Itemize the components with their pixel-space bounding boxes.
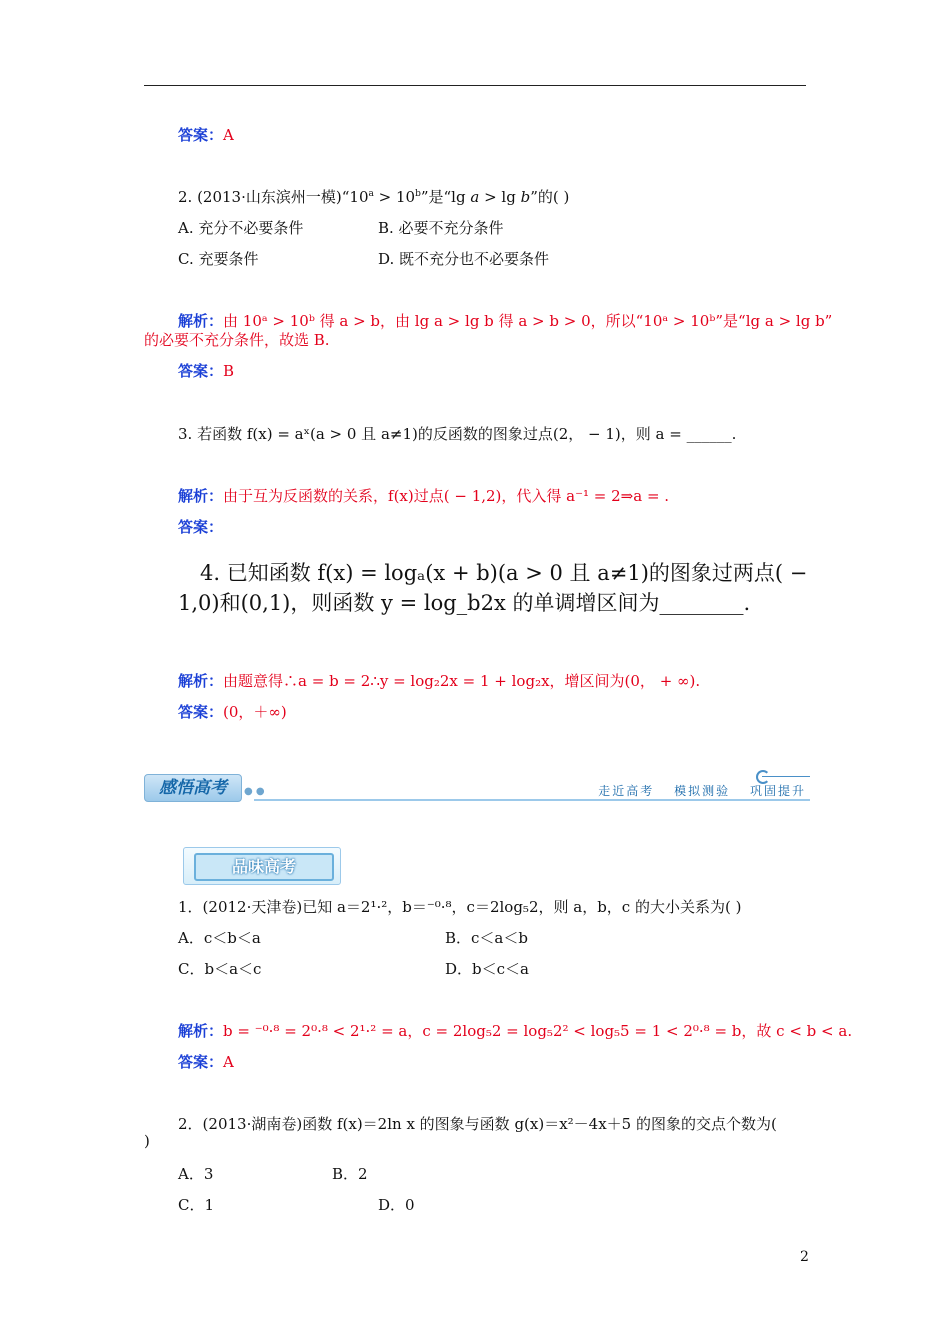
- g2-option-d: D．0: [378, 1196, 415, 1214]
- answer-1: [178, 124, 234, 145]
- section-banner-title: 感悟高考: [144, 774, 242, 802]
- q4-solution: [178, 670, 700, 691]
- q2-stem: 2. (2013·山东滨州一模)“$10^a > 10^b$”是“lg a > lg b”的( ): [178, 188, 570, 206]
- q2-stem-post1: ”是“lg: [420, 188, 471, 206]
- q2-exp-a: a: [368, 189, 374, 199]
- g1-solution: [178, 1020, 852, 1041]
- g1-solution-label: 解析：: [178, 1022, 224, 1040]
- q3-answer-label: 答案：: [178, 518, 224, 536]
- q4-solution-label: 解析：: [178, 672, 224, 690]
- q3-stem: 3. 若函数 f(x) = aˣ(a > 0 且 a≠1)的反函数的图象过点(2， − 1)，则 a = ______.: [178, 425, 737, 443]
- q4-solution-text: 由题意得∴a = b = 2∴y = log₂2x = 1 + log₂x，增区间为(0， + ∞).: [223, 672, 701, 690]
- g1-answer: [178, 1051, 234, 1072]
- g1-answer-label: 答案：: [178, 1053, 224, 1071]
- banner-dots-icon: ● ●: [244, 786, 265, 797]
- g1-option-c: C．b＜a＜c: [178, 960, 262, 978]
- q2-stem-post3: ”的( ): [530, 188, 570, 206]
- header-rule: [144, 85, 806, 86]
- q2-solution-text1: 由 10ᵃ > 10ᵇ 得 a > b，由 lg a > lg b 得 a > b > 0，所以“10ᵃ > 10ᵇ”是“lg a > lg b”: [223, 312, 833, 330]
- q4-stem-line1: 4. 已知函数 f(x) = logₐ(x + b)(a > 0 且 a≠1)的图象过两点( −: [200, 561, 808, 585]
- banner-sideline: [762, 776, 810, 777]
- q2-answer-value: B: [223, 362, 235, 380]
- answer-label: 答案：: [178, 126, 224, 144]
- tab-consolidate[interactable]: 巩固提升: [749, 784, 806, 798]
- q2-stem-pre: 2. (2013·山东滨州一模)“10: [178, 188, 369, 206]
- banner-tabs: [584, 782, 806, 799]
- q3-answer: [178, 516, 223, 537]
- sub-banner-title: 品味高考: [194, 853, 334, 881]
- answer-value: A: [223, 126, 234, 144]
- q4-answer-label: 答案：: [178, 703, 224, 721]
- q4-stem-line2: 1,0)和(0,1)，则函数 y = log_b2x 的单调增区间为________.: [178, 591, 751, 615]
- sub-banner: [183, 847, 341, 885]
- q3-solution-label: 解析：: [178, 487, 224, 505]
- g2-stem-line1: 2．(2013·湖南卷)函数 f(x)＝2ln x 的图象与函数 g(x)＝x²－4x＋5 的图象的交点个数为(: [178, 1115, 777, 1133]
- section-banner: [144, 772, 810, 802]
- g1-answer-value: A: [223, 1053, 234, 1071]
- q4-answer-value: (0，＋∞): [223, 703, 287, 721]
- q3-solution-text: 由于互为反函数的关系，f(x)过点( − 1,2)，代入得 a⁻¹ = 2⇒a = .: [223, 487, 670, 505]
- g2-option-c: C．1: [178, 1196, 215, 1214]
- banner-line: [254, 799, 810, 801]
- q2-answer: [178, 360, 234, 381]
- q2-solution-line2: 的必要不充分条件，故选 B.: [144, 331, 330, 349]
- q2-option-b: B. 必要不充分条件: [378, 219, 504, 237]
- q2-stem-post2: > lg: [479, 188, 521, 206]
- q2-solution-label: 解析：: [178, 312, 224, 330]
- g1-option-b: B．c＜a＜b: [445, 929, 528, 947]
- g2-stem-line2: ): [144, 1132, 150, 1150]
- q2-option-d: D. 既不充分也不必要条件: [378, 250, 550, 268]
- g2-option-a: A．3: [178, 1165, 214, 1183]
- g1-option-a: A．c＜b＜a: [178, 929, 261, 947]
- q2-answer-label: 答案：: [178, 362, 224, 380]
- g1-stem: 1．(2012·天津卷)已知 a＝2¹·²，b＝⁻⁰·⁸，c＝2log₅2，则 a，b，c 的大小关系为( ): [178, 898, 742, 916]
- q2-stem-mid: > 10: [373, 188, 416, 206]
- q4-answer: [178, 701, 287, 722]
- q3-solution: [178, 485, 669, 506]
- q2-option-c: C. 充要条件: [178, 250, 259, 268]
- g2-option-b: B．2: [332, 1165, 368, 1183]
- q2-exp-b: b: [415, 189, 421, 199]
- g1-option-d: D．b＜c＜a: [445, 960, 529, 978]
- g1-solution-text: b = ⁻⁰·⁸ = 2⁰·⁸ < 2¹·² = a，c = 2log₅2 = log₅2² < log₅5 = 1 < 2⁰·⁸ = b，故 c < b < a.: [223, 1022, 853, 1040]
- page-number: 2: [800, 1249, 809, 1265]
- q2-option-a: A. 充分不必要条件: [178, 219, 304, 237]
- tab-go-gaokao[interactable]: 走近高考: [598, 784, 655, 798]
- q2-solution-line1: [178, 310, 832, 331]
- tab-mock-test[interactable]: 模拟测验: [674, 784, 731, 798]
